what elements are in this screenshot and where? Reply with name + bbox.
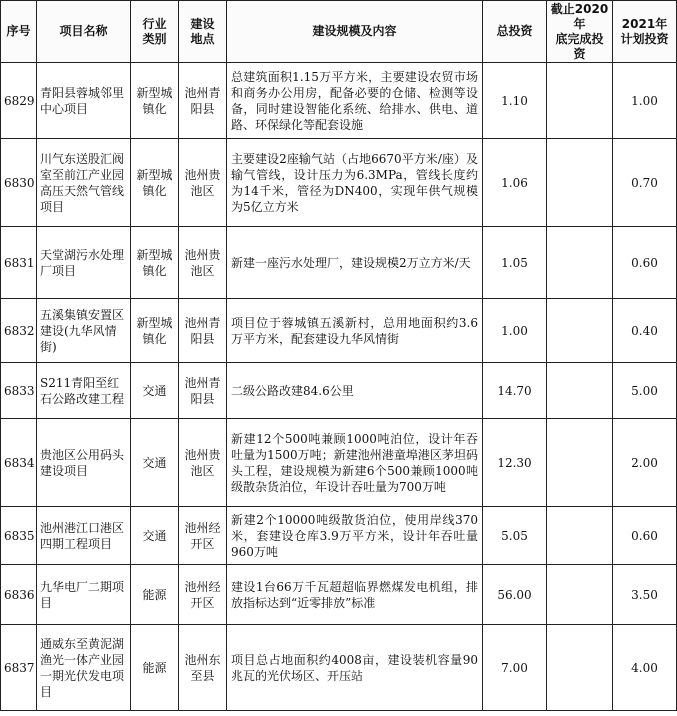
header-completed-line2: 底完成投资	[555, 31, 604, 61]
row-project-name: 通威东至黄泥湖渔光一体产业园一期光伏发电项目	[37, 625, 131, 711]
row-content: 建设1台66万千瓦超超临界燃煤发电机组，排放指标达到“近零排放”标准	[227, 565, 483, 625]
row-seq: 6834	[1, 419, 37, 507]
header-location	[179, 1, 227, 63]
header-industry-line1: 行业	[142, 16, 167, 31]
row-completed	[547, 565, 613, 625]
row-project-name: S211青阳至红石公路改建工程	[37, 363, 131, 419]
row-location: 池州贵池区	[179, 227, 227, 299]
table-row	[1, 299, 677, 363]
header-row	[1, 1, 677, 63]
row-seq: 6830	[1, 139, 37, 227]
table-row	[1, 363, 677, 419]
header-location-line1: 建设	[190, 16, 215, 31]
row-project-name: 五溪集镇安置区建设(九华风情街)	[37, 299, 131, 363]
row-content: 项目总占地面积约4008亩，建设装机容量90兆瓦的光伏场区、开压站	[227, 625, 483, 711]
row-total: 5.05	[483, 507, 547, 565]
row-completed	[547, 625, 613, 711]
row-plan: 2.00	[613, 419, 677, 507]
row-content: 项目位于蓉城镇五溪新村，总用地面积约3.6万平方米，配套建设九华风情街	[227, 299, 483, 363]
row-industry: 新型城镇化	[131, 299, 179, 363]
row-industry: 新型城镇化	[131, 139, 179, 227]
row-seq: 6835	[1, 507, 37, 565]
header-seq: 序号	[1, 1, 37, 63]
row-total: 12.30	[483, 419, 547, 507]
row-completed	[547, 63, 613, 139]
row-plan: 0.60	[613, 227, 677, 299]
row-location: 池州经开区	[179, 565, 227, 625]
row-plan: 4.00	[613, 625, 677, 711]
header-plan-line2: 计划投资	[620, 31, 669, 46]
row-completed	[547, 507, 613, 565]
row-seq: 6829	[1, 63, 37, 139]
row-total: 7.00	[483, 625, 547, 711]
row-plan: 1.00	[613, 63, 677, 139]
table-row	[1, 227, 677, 299]
row-location: 池州东至县	[179, 625, 227, 711]
row-project-name: 贵池区公用码头建设项目	[37, 419, 131, 507]
row-location: 池州青阳县	[179, 63, 227, 139]
header-plan	[613, 1, 677, 63]
row-industry: 交通	[131, 363, 179, 419]
row-industry: 新型城镇化	[131, 63, 179, 139]
row-plan: 0.60	[613, 507, 677, 565]
row-industry: 新型城镇化	[131, 227, 179, 299]
row-content: 新建一座污水处理厂，建设规模2万立方米/天	[227, 227, 483, 299]
row-location: 池州贵池区	[179, 419, 227, 507]
table-row	[1, 419, 677, 507]
row-seq: 6832	[1, 299, 37, 363]
row-plan: 5.00	[613, 363, 677, 419]
table-row	[1, 507, 677, 565]
row-industry: 能源	[131, 565, 179, 625]
row-project-name: 池州港江口港区四期工程项目	[37, 507, 131, 565]
row-content: 总建筑面积1.15万平方米，主要建设农贸市场和商务办公用房，配备必要的仓储、检测等设备，同时建设智能化系统、给排水、供电、道路、环保绿化等配套设施	[227, 63, 483, 139]
row-content: 主要建设2座输气站（占地6670平方米/座）及输气管线，设计压力为6.3MPa，管线长度约为14千米，管径为DN400，实现年供气规模为5亿立方米	[227, 139, 483, 227]
row-completed	[547, 363, 613, 419]
row-content: 新建12个500吨兼顾1000吨泊位，设计年吞吐量为1500万吨；新建池州港童埠港区茅坦码头工程，建设规模为新建6个500兼顾1000吨级散杂货泊位，年设计吞吐量为700万吨	[227, 419, 483, 507]
header-name: 项目名称	[37, 1, 131, 63]
row-content: 新建2个10000吨级散货泊位，使用岸线370米，套建设仓库3.9万平方米，设计年吞吐量960万吨	[227, 507, 483, 565]
row-total: 56.00	[483, 565, 547, 625]
header-completed	[547, 1, 613, 63]
row-industry: 能源	[131, 625, 179, 711]
row-completed	[547, 299, 613, 363]
row-location: 池州青阳县	[179, 363, 227, 419]
row-project-name: 天堂湖污水处理厂项目	[37, 227, 131, 299]
row-total: 1.05	[483, 227, 547, 299]
row-seq: 6831	[1, 227, 37, 299]
row-seq: 6837	[1, 625, 37, 711]
row-plan: 0.40	[613, 299, 677, 363]
row-content: 二级公路改建84.6公里	[227, 363, 483, 419]
header-industry	[131, 1, 179, 63]
header-location-line2: 地点	[190, 31, 215, 46]
row-location: 池州青阳县	[179, 299, 227, 363]
row-plan: 0.70	[613, 139, 677, 227]
row-plan: 3.50	[613, 565, 677, 625]
table-row	[1, 565, 677, 625]
header-total: 总投资	[483, 1, 547, 63]
row-total: 1.06	[483, 139, 547, 227]
row-project-name: 川气东送股汇阀室至前江产业园高压天然气管线项目	[37, 139, 131, 227]
row-completed	[547, 227, 613, 299]
row-seq: 6833	[1, 363, 37, 419]
row-location: 池州贵池区	[179, 139, 227, 227]
row-project-name: 青阳县蓉城邻里中心项目	[37, 63, 131, 139]
row-industry: 交通	[131, 507, 179, 565]
header-industry-line2: 类别	[142, 31, 167, 46]
row-total: 14.70	[483, 363, 547, 419]
row-total: 1.00	[483, 299, 547, 363]
table-row	[1, 625, 677, 711]
row-completed	[547, 139, 613, 227]
header-content: 建设规模及内容	[227, 1, 483, 63]
row-seq: 6836	[1, 565, 37, 625]
header-plan-line1: 2021年	[621, 16, 668, 31]
row-project-name: 九华电厂二期项目	[37, 565, 131, 625]
row-total: 1.10	[483, 63, 547, 139]
row-location: 池州经开区	[179, 507, 227, 565]
row-industry: 交通	[131, 419, 179, 507]
table-row	[1, 139, 677, 227]
header-completed-line1: 截止2020年	[550, 1, 609, 31]
table-row	[1, 63, 677, 139]
row-completed	[547, 419, 613, 507]
